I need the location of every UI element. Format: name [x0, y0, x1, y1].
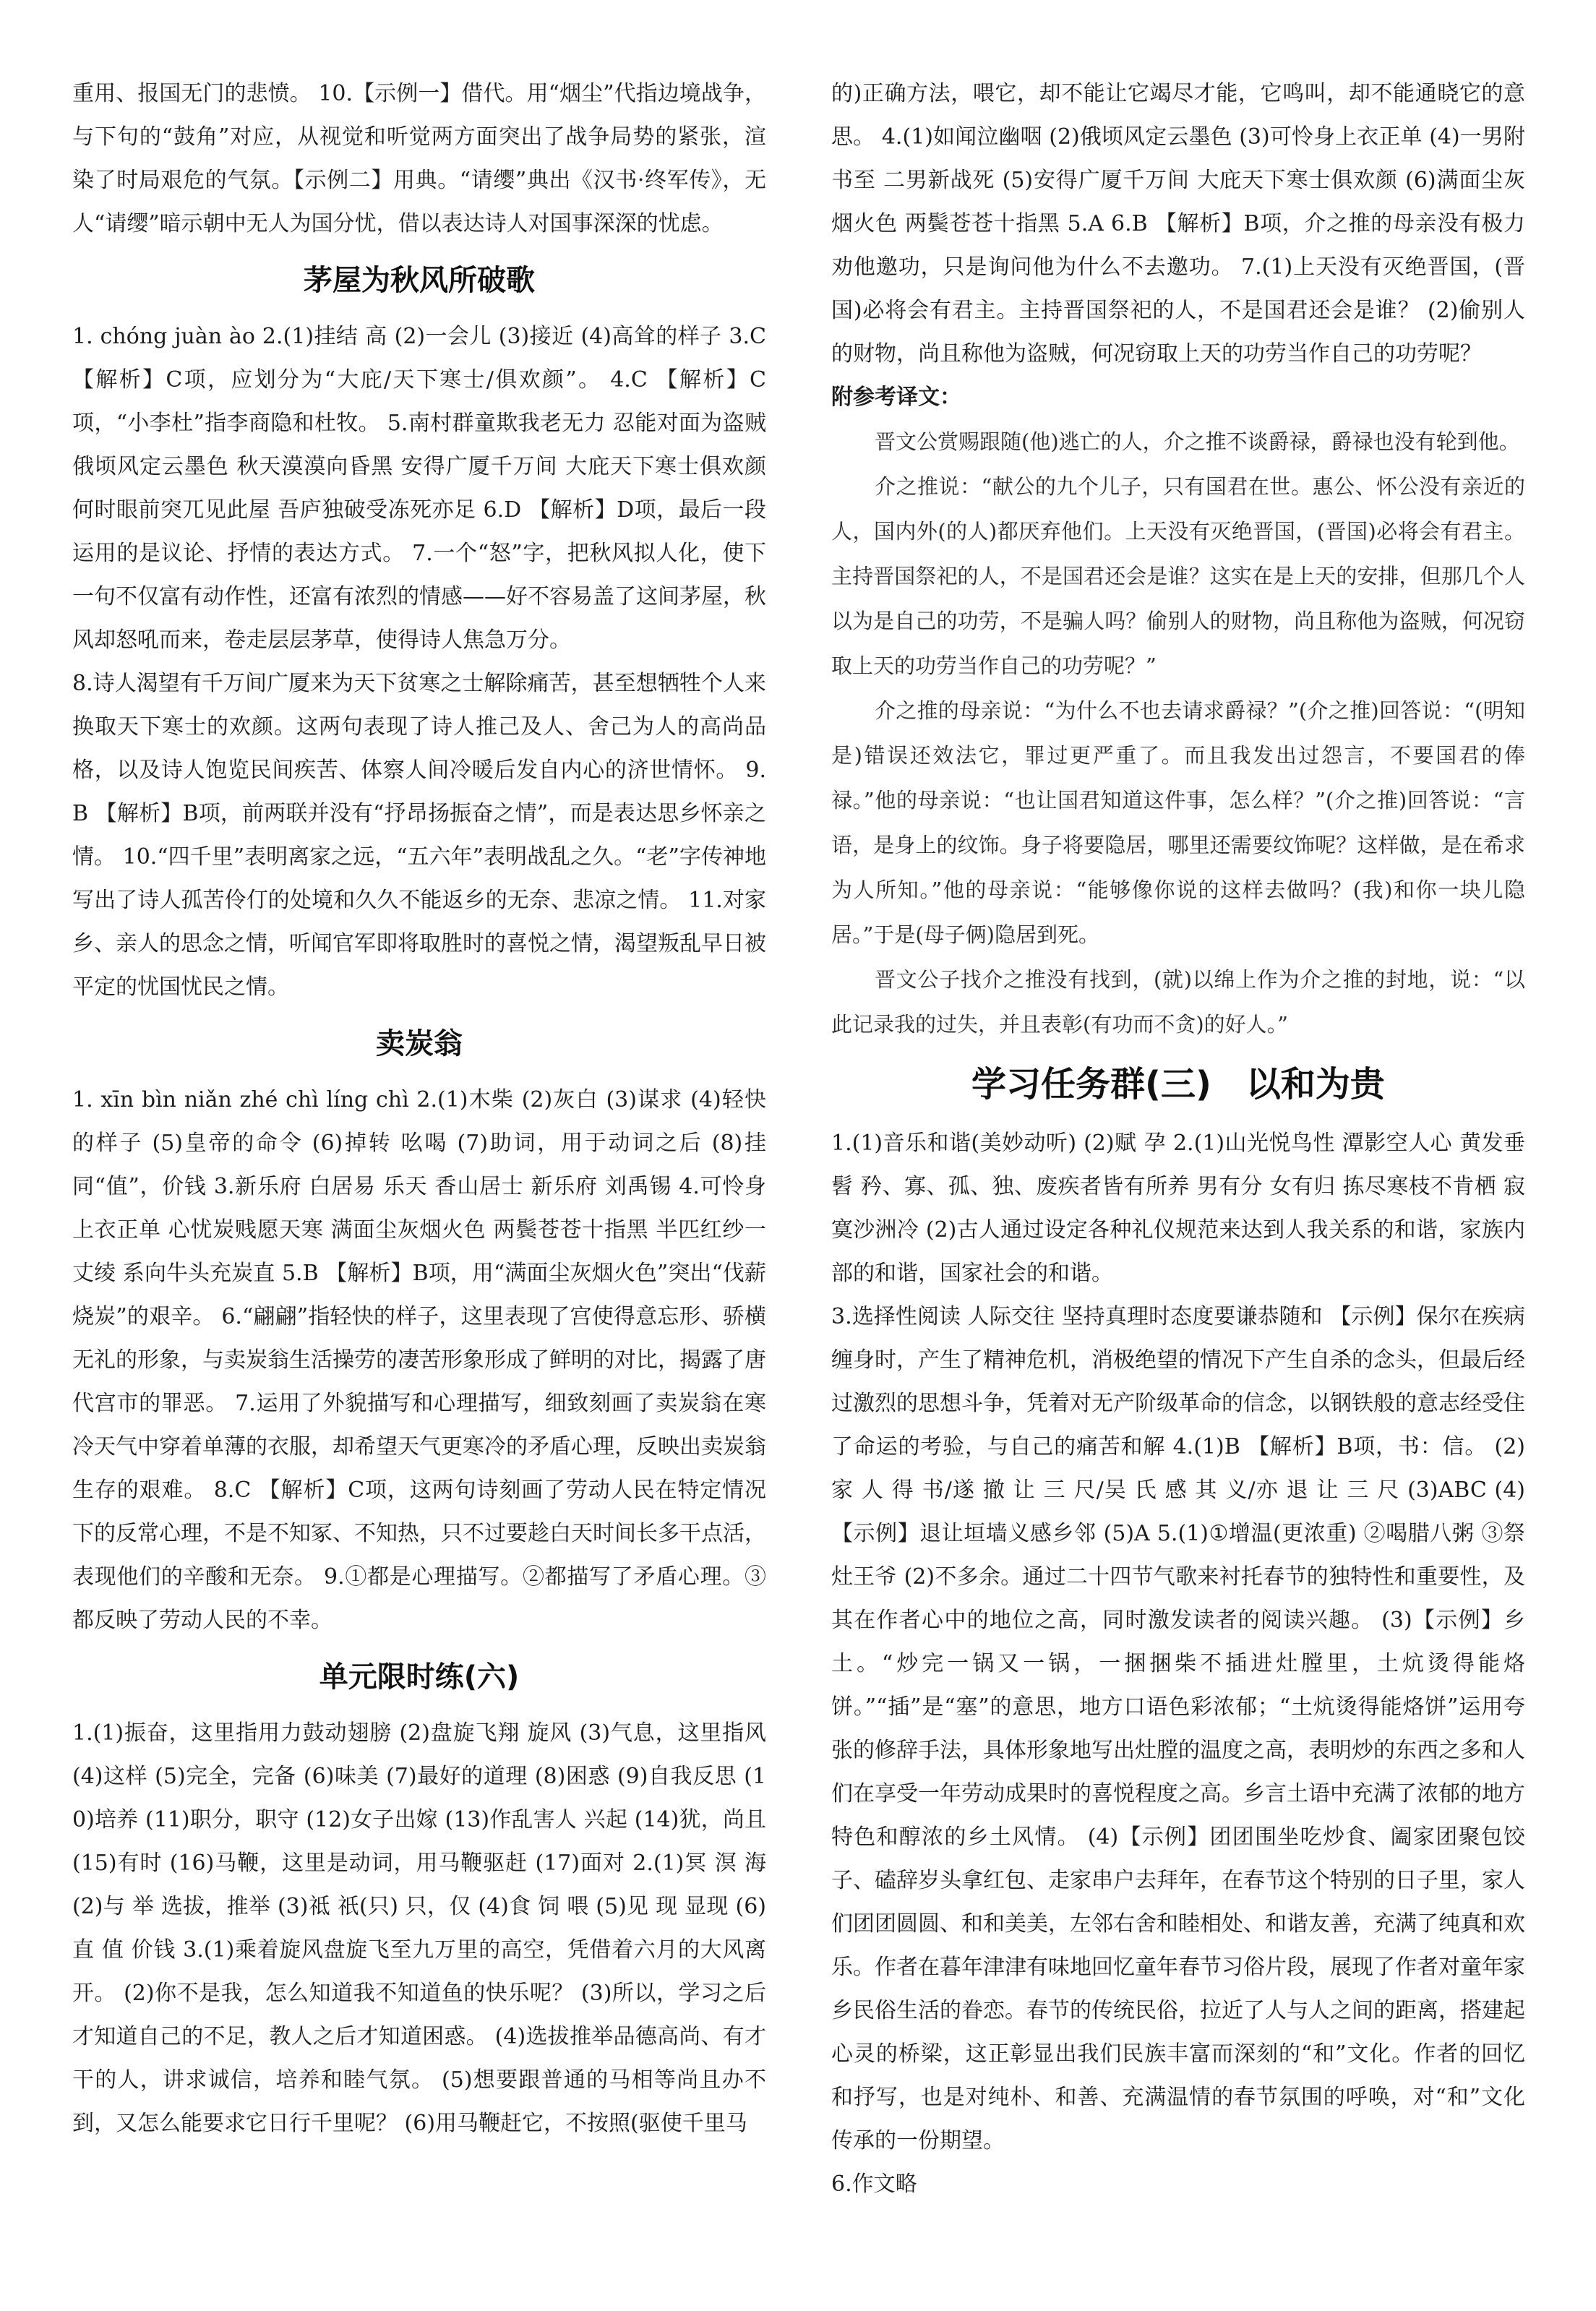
- translation-heading: 附参考译文：: [831, 385, 961, 410]
- translation-para-4: 晋文公子找介之推没有找到，(就)以绵上作为介之推的封地，说：“以此记录我的过失，并且表彰(有功而不贪)的好人。”: [831, 967, 1525, 1037]
- translation-para-1: 晋文公赏赐跟随(他)逃亡的人，介之推不谈爵禄，爵禄也没有轮到他。: [875, 429, 1520, 454]
- translation-para-2: 介之推说：“献公的九个儿子，只有国君在世。惠公、怀公没有亲近的人，国内外(的人)都厌弃他们。上天没有灭绝晋国，(晋国)必将会有君主。主持晋国祭祀的人，不是国君还会是谁？这实在是上天的安排，但那几个人以为是自己的功劳，不是骗人吗？偷别人的财物，尚且称他为盗贼，何况窃取上天的功劳当作自己的功劳呢？”: [831, 474, 1525, 678]
- danyuan-answers: 1.(1)振奋，这里指用力鼓动翅膀 (2)盘旋飞翔 旋风 (3)气息，这里指风 (4)这样 (5)完全，完备 (6)味美 (7)最好的道理 (8)困惑 (9)自我反思 (10)培养 (11)职分，职守 (12)女子出嫁 (13)作乱害人 兴起 (14)犹，尚且 (15)有时 (16)马鞭，这里是动词，用马鞭驱赶 (17)面对 2.(1)冥 溟 海 (2)与 举 选拔，推举 (3)祗 祇(只) 只，仅 (4)食 饲 喂 (5)见 现 显现 (6)直 值 价钱 3.(1)乘着旋风盘旋飞至九万里的高空，凭借着六月的大风离开。 (2)你不是我，怎么知道我不知道鱼的快乐呢？ (3)所以，学习之后才知道自己的不足，教人之后才知道困惑。 (4)选拔推举品德高尚、有才干的人，讲求诚信，培养和睦气氛。 (5)想要跟普通的马相等尚且办不到，又怎么能要求它日行千里呢？ (6)用马鞭赶它，不按照(驱使千里马: [72, 1720, 766, 2136]
- maowu-answers-part2: 8.诗人渴望有千万间广厦来为天下贫寒之士解除痛苦，甚至想牺牲个人来换取天下寒士的欢颜。这两句表现了诗人推己及人、舍己为人的高尚品格，以及诗人饱览民间疾苦、体察人间冷暖后发自内心的济世情怀。 9.B 【解析】B项，前两联并没有“抒昂扬振奋之情”，而是表达思乡怀亲之情。 10.“四千里”表明离家之远，“五六年”表明战乱之久。“老”字传神地写出了诗人孤苦伶仃的处境和久久不能返乡的无奈、悲凉之情。 11.对家乡、亲人的思念之情，听闻官军即将取胜时的喜悦之情，渴望叛乱早日被平定的忧国忧民之情。: [72, 671, 766, 1000]
- xuexi-answers-part2: 3.选择性阅读 人际交往 坚持真理时态度要谦恭随和 【示例】保尔在疾病缠身时，产生了精神危机，消极绝望的情况下产生自杀的念头，但最后经过激烈的思想斗争，凭着对无产阶级革命的信念，以钢铁般的意志经受住了命运的考验，与自己的痛苦和解 4.(1)B 【解析】B项，书：信。 (2)家 人 得 书/遂 撤 让 三 尺/吴 氏 感 其 义/亦 退 让 三 尺 (3)ABC (4)【示例】退让垣墙义感乡邻 (5)A 5.(1)①增温(更浓重) ②喝腊八粥 ③祭灶王爷 (2)不多余。通过二十四节气歌来衬托春节的独特性和重要性，及其在作者心中的地位之高，同时激发读者的阅读兴趣。 (3)【示例】乡土。“炒完一锅又一锅，一捆捆柴不插进灶膛里，土炕烫得能烙饼。”“插”是“塞”的意思，地方口语色彩浓郁；“土炕烫得能烙饼”运用夸张的修辞手法，具体形象地写出灶膛的温度之高，表明炒的东西之多和人们在享受一年劳动成果时的喜悦程度之高。乡言土语中充满了浓郁的地方特色和醇浓的乡土风情。 (4)【示例】团团围坐吃炒食、阖家团聚包饺子、磕辞岁头拿红包、走家串户去拜年，在春节这个特别的日子里，家人们团团圆圆、和和美美，左邻右舍和睦相处、和谐友善，充满了纯真和欢乐。作者在暮年津津有味地回忆童年春节习俗片段，展现了作者对童年家乡民俗生活的眷恋。春节的传统民俗，拉近了人与人之间的距离，搭建起心灵的桥梁，这正彰显出我们民族丰富而深刻的“和”文化。作者的回忆和抒写，也是对纯朴、和善、充满温情的春节氛围的呼唤，对“和”文化传承的一份期望。: [831, 1304, 1525, 2153]
- translation-para-3: 介之推的母亲说：“为什么不也去请求爵禄？”(介之推)回答说：“(明知是)错误还效法它，罪过更严重了。而且我发出过怨言，不要国君的俸禄。”他的母亲说：“也让国君知道这件事，怎么样？”(介之推)回答说：“言语，是身上的纹饰。身子将要隐居，哪里还需要纹饰呢？这样做，是在希求为人所知。”他的母亲说：“能够像你说的这样去做吗？(我)和你一块儿隐居。”于是(母子俩)隐居到死。: [831, 698, 1525, 947]
- xuexi-answers-part1: 1.(1)音乐和谐(美妙动听) (2)赋 孕 2.(1)山光悦鸟性 潭影空人心 黄发垂髫 矜、寡、孤、独、废疾者皆有所养 男有分 女有归 拣尽寒枝不肯栖 寂寞沙洲冷 (2)古人通过设定各种礼仪规范来达到人我关系的和谐，家族内部的和谐，国家社会的和谐。: [831, 1131, 1525, 1286]
- section-title-maitan: 卖炭翁: [376, 1027, 463, 1060]
- essay-note: 6.作文略: [831, 2171, 917, 2197]
- maowu-answers-part1: 1. chóng juàn ào 2.(1)挂结 高 (2)一会儿 (3)接近 (4)高耸的样子 3.C 【解析】C项，应划分为“大庇/天下寒士/俱欢颜”。 4.C 【解析】C项，“小李杜”指李商隐和杜牧。 5.南村群童欺我老无力 忍能对面为盗贼 俄顷风定云墨色 秋天漠漠向昏黑 安得广厦千万间 大庇天下寒士俱欢颜 何时眼前突兀见此屋 吾庐独破受冻死亦足 6.D 【解析】D项，最后一段运用的是议论、抒情的表达方式。 7.一个“怒”字，把秋风拟人化，使下一句不仅富有动作性，还富有浓烈的情感——好不容易盖了这间茅屋，秋风却怒吼而来，卷走层层茅草，使得诗人焦急万分。: [72, 324, 766, 653]
- section-title-maowu: 茅屋为秋风所破歌: [304, 264, 535, 297]
- section-title-xuexi: 学习任务群(三) 以和为贵: [971, 1064, 1385, 1105]
- left-column: [72, 72, 766, 2145]
- maitan-answers: 1. xīn bìn niǎn zhé chì líng chì 2.(1)木柴 (2)灰白 (3)谋求 (4)轻快的样子 (5)皇帝的命令 (6)掉转 吆喝 (7)助词，用于动词之后 (8)挂 同“值”，价钱 3.新乐府 白居易 乐天 香山居士 新乐府 刘禹锡 4.可怜身上衣正单 心忧炭贱愿天寒 满面尘灰烟火色 两鬓苍苍十指黑 半匹红纱一丈绫 系向牛头充炭直 5.B 【解析】B项，用“满面尘灰烟火色”突出“伐薪烧炭”的艰辛。 6.“翩翩”指轻快的样子，这里表现了宫使得意忘形、骄横无礼的形象，与卖炭翁生活操劳的凄苦形象形成了鲜明的对比，揭露了唐代宫市的罪恶。 7.运用了外貌描写和心理描写，细致刻画了卖炭翁在寒冷天气中穿着单薄的衣服，却希望天气更寒冷的矛盾心理，反映出卖炭翁生存的艰难。 8.C 【解析】C项，这两句诗刻画了劳动人民在特定情况下的反常心理，不是不知冢、不知热，只不过要趁白天时间长多干点活，表现他们的辛酸和无奈。 9.①都是心理描写。②都描写了矛盾心理。③都反映了劳动人民的不幸。: [72, 1087, 766, 1633]
- right-column: [831, 72, 1525, 2206]
- section-title-danyuan: 单元限时练(六): [319, 1660, 520, 1694]
- danyuan-answers-continued: 的)正确方法，喂它，却不能让它竭尽才能，它鸣叫，却不能通晓它的意思。 4.(1)如闻泣幽咽 (2)俄顷风定云墨色 (3)可怜身上衣正单 (4)一男附书至 二男新战死 (5)安得广厦千万间 大庇天下寒士俱欢颜 (6)满面尘灰烟火色 两鬓苍苍十指黑 5.A 6.B 【解析】B项，介之推的母亲没有极力劝他邀功，只是询问他为什么不去邀功。 7.(1)上天没有灭绝晋国，(晋国)必将会有君主。主持晋国祭祀的人，不是国君还会是谁？ (2)偷别人的财物，尚且称他为盗贼，何况窃取上天的功劳当作自己的功劳呢？: [831, 81, 1525, 366]
- intro-answers: 重用、报国无门的悲愤。 10.【示例一】借代。用“烟尘”代指边境战争，与下句的“鼓角”对应，从视觉和听觉两方面突出了战争局势的紧张，渲染了时局艰危的气氛。【示例二】用典。“请缨”典出《汉书·终军传》，无人“请缨”暗示朝中无人为国分忧，借以表达诗人对国事深深的忧虑。: [72, 81, 766, 236]
